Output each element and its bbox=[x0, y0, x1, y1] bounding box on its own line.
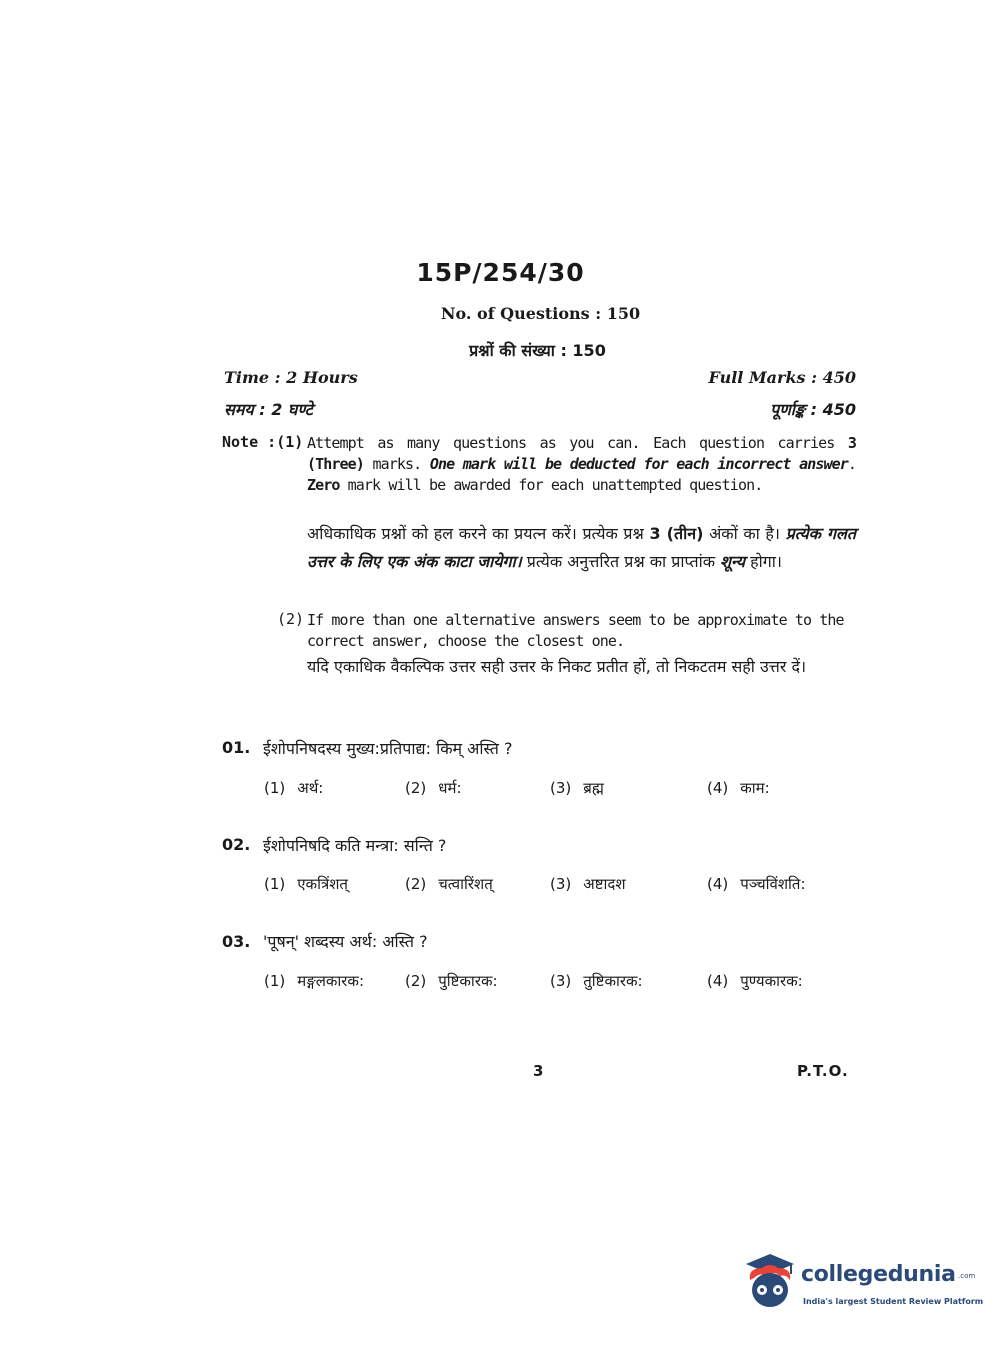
question-2-option-4 bbox=[707, 874, 806, 894]
question-3-option-2 bbox=[405, 971, 498, 991]
note-item1-en-f: . bbox=[847, 455, 856, 473]
question-3-option-1 bbox=[264, 971, 364, 991]
note-label bbox=[222, 433, 303, 451]
option-number: (3) bbox=[550, 875, 572, 893]
option-text: पुष्टिकारक: bbox=[438, 972, 498, 990]
note-item1-hi-b: 3 (तीन) bbox=[649, 524, 704, 543]
note-item1-en-e: One mark will be deducted for each incorrect answer bbox=[429, 455, 848, 473]
note-item1-en-b: 3 bbox=[847, 434, 856, 452]
note-item1-en-a: Attempt as many questions as you can. Each question carries bbox=[307, 434, 848, 452]
option-number: (1) bbox=[264, 875, 286, 893]
note-item1-hi-e: प्रत्येक अनुत्तरित प्रश्न का प्राप्तांक bbox=[521, 552, 721, 571]
page-number: 3 bbox=[533, 1062, 544, 1080]
note-item1-en-c: (Three) bbox=[307, 455, 364, 473]
option-text: एकत्रिंशत् bbox=[297, 875, 348, 893]
option-text: चत्वारिंशत् bbox=[438, 875, 493, 893]
option-text: तुष्टिकारक: bbox=[583, 972, 643, 990]
time-en: Time : 2 Hours bbox=[224, 368, 358, 387]
num-questions-en: No. of Questions : 150 bbox=[440, 304, 641, 323]
question-3-text: 'पूषन्' शब्दस्य अर्थ: अस्ति ? bbox=[263, 932, 428, 951]
question-2-option-2 bbox=[405, 874, 493, 894]
question-1-option-3 bbox=[550, 778, 604, 798]
option-number: (4) bbox=[707, 875, 729, 893]
question-1-option-4 bbox=[707, 778, 770, 798]
option-number: (4) bbox=[707, 779, 729, 797]
option-number: (3) bbox=[550, 972, 572, 990]
brand-tagline: India's largest Student Review Platform bbox=[803, 1297, 984, 1306]
collegedunia-logo-icon bbox=[740, 1250, 800, 1312]
note-item1-hi-c: अंकों का है। bbox=[703, 524, 786, 543]
option-text: काम: bbox=[740, 779, 770, 797]
note-item1-number: (1) bbox=[276, 433, 304, 451]
option-text: पञ्चविंशति: bbox=[740, 875, 806, 893]
note-item1-hi-g: होगा। bbox=[744, 552, 782, 571]
question-2-text: ईशोपनिषदि कति मन्त्रा: सन्ति ? bbox=[263, 836, 447, 855]
note-item1-hi bbox=[307, 520, 856, 576]
option-number: (1) bbox=[264, 779, 286, 797]
option-text: अर्थ: bbox=[297, 779, 324, 797]
note-label-text: Note : bbox=[222, 433, 277, 451]
brand-suffix: .com bbox=[958, 1272, 976, 1280]
option-text: मङ्गलकारक: bbox=[297, 972, 364, 990]
note-item2-number: (2) bbox=[277, 610, 305, 628]
note-item1-en-d: marks. bbox=[363, 455, 430, 473]
please-turn-over: P.T.O. bbox=[797, 1062, 849, 1080]
note-item1-en-h: mark will be awarded for each unattempted question. bbox=[339, 476, 763, 494]
option-number: (2) bbox=[405, 875, 427, 893]
note-item1-hi-d: प्रत्येक गलत उत्तर के लिए एक अंक काटा जायेगा। bbox=[307, 524, 856, 571]
question-3-option-3 bbox=[550, 971, 643, 991]
full-marks-en: Full Marks : 450 bbox=[708, 368, 856, 387]
question-1-option-1 bbox=[264, 778, 323, 798]
full-marks-hi: पूर्णाङ्क : 450 bbox=[770, 400, 856, 419]
num-questions-hi: प्रश्नों की संख्या : 150 bbox=[469, 341, 606, 360]
note-item1-hi-a: अधिकाधिक प्रश्नों को हल करने का प्रयत्न करें। प्रत्येक प्रश्न bbox=[307, 524, 650, 543]
question-1-text: ईशोपनिषदस्य मुख्य:प्रतिपाद्य: किम् अस्ति ? bbox=[263, 739, 513, 758]
question-2-option-3 bbox=[550, 874, 626, 894]
note-item1-en-g: Zero bbox=[307, 476, 340, 494]
note-item1-hi-f: शून्य bbox=[720, 552, 745, 571]
brand-name: collegedunia bbox=[801, 1262, 956, 1287]
option-text: पुण्यकारक: bbox=[740, 972, 803, 990]
option-text: ब्रह्म bbox=[583, 779, 604, 797]
note-item2-hi: यदि एकाधिक वैकल्पिक उत्तर सही उत्तर के निकट प्रतीत हों, तो निकटतम सही उत्तर दें। bbox=[307, 657, 807, 676]
question-3-number: 03. bbox=[222, 932, 251, 951]
question-3-option-4 bbox=[707, 971, 803, 991]
option-number: (1) bbox=[264, 972, 286, 990]
time-hi: समय : 2 घण्टे bbox=[224, 400, 313, 419]
option-number: (2) bbox=[405, 779, 427, 797]
question-1-number: 01. bbox=[222, 738, 251, 757]
note-item2-en: If more than one alternative answers seem to be approximate to the correct answer, choose the closest one. bbox=[307, 611, 844, 650]
question-2-number: 02. bbox=[222, 835, 251, 854]
option-text: धर्म: bbox=[438, 779, 462, 797]
option-number: (3) bbox=[550, 779, 572, 797]
question-1-option-2 bbox=[405, 778, 462, 798]
note-item1-en bbox=[307, 433, 856, 496]
paper-code: 15P/254/30 bbox=[416, 258, 585, 287]
option-text: अष्टादश bbox=[583, 875, 626, 893]
option-number: (2) bbox=[405, 972, 427, 990]
question-2-option-1 bbox=[264, 874, 348, 894]
option-number: (4) bbox=[707, 972, 729, 990]
